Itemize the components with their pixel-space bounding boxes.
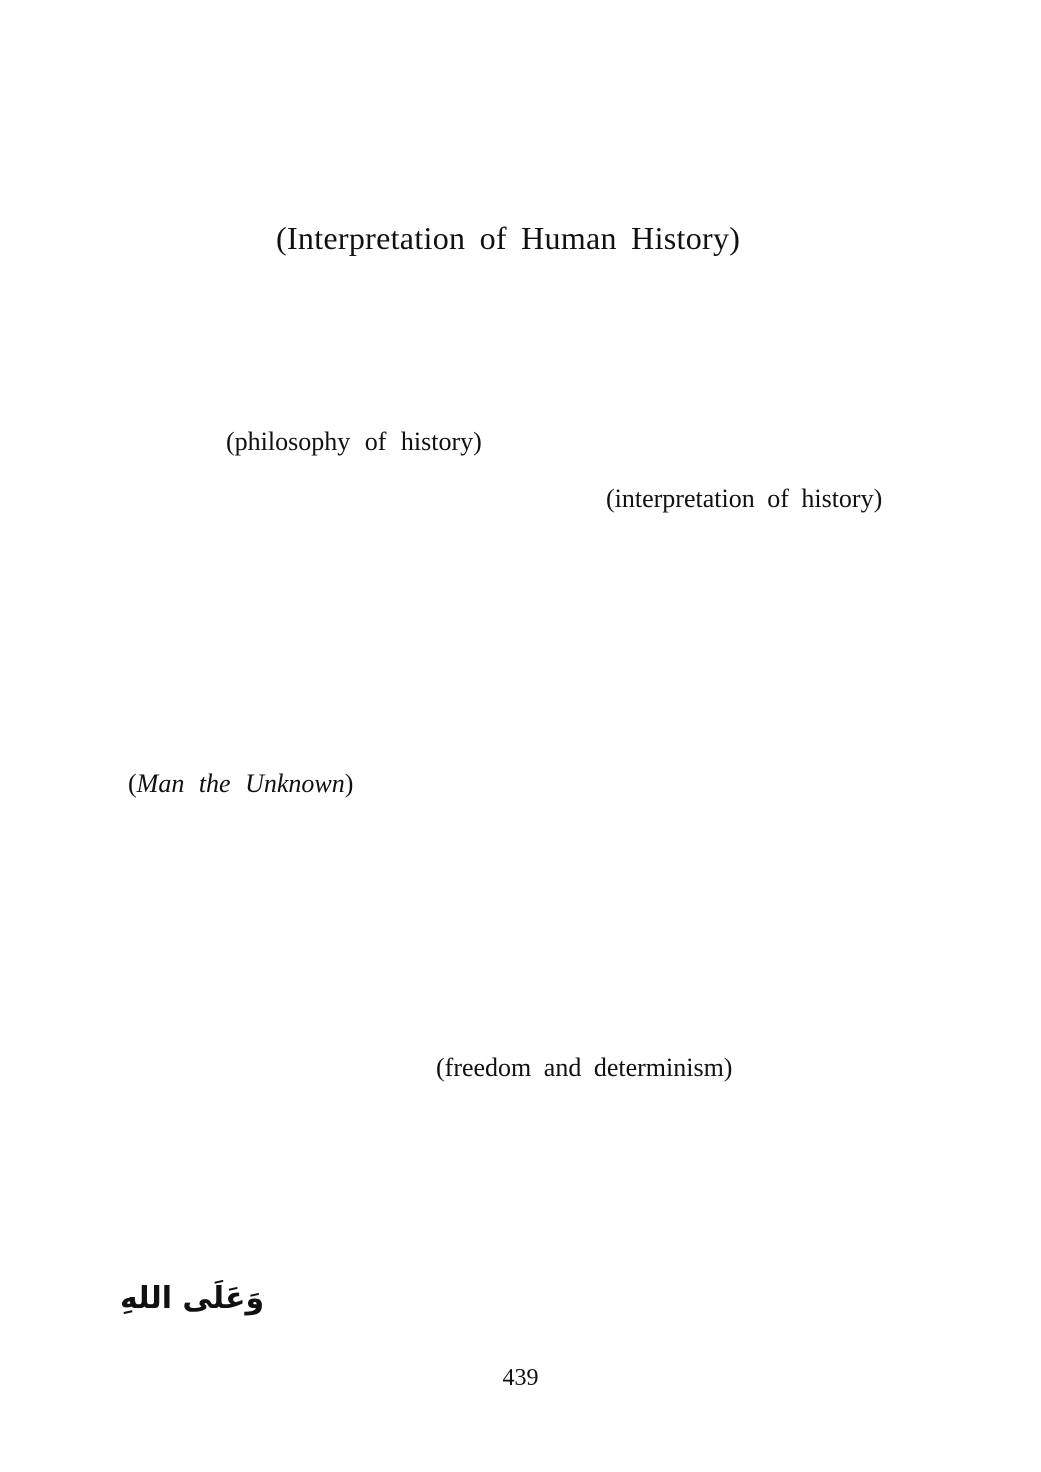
term-freedom-and-determinism: (freedom and determinism) [436, 1053, 733, 1082]
page-number: 439 [502, 1365, 539, 1391]
paren-open: ( [128, 769, 137, 798]
page-title: (Interpretation of Human History) [276, 220, 741, 256]
paren-close: ) [344, 769, 354, 798]
term-interpretation-of-history: (interpretation of history) [606, 484, 883, 513]
arabic-phrase: وَعَلَى اللهِ [120, 1281, 265, 1316]
term-man-the-unknown [128, 771, 353, 797]
book-title-man-the-unknown: Man the Unknown [136, 769, 345, 798]
term-philosophy-of-history: (philosophy of history) [226, 427, 482, 456]
